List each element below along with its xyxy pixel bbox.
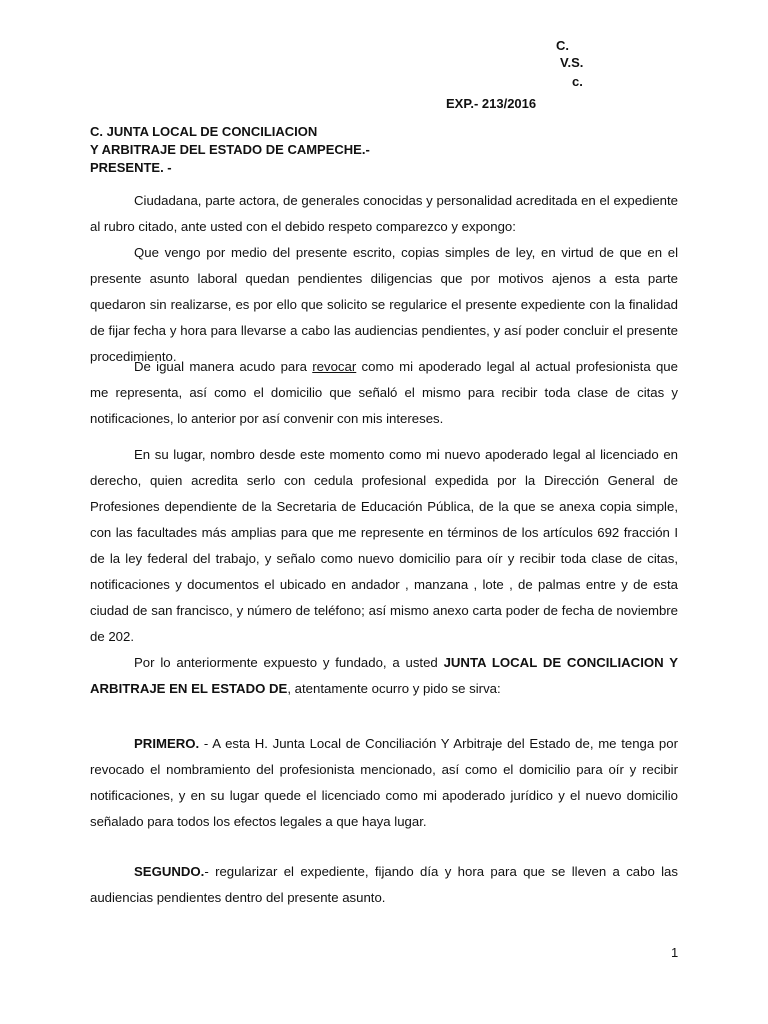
paragraph-new-attorney: En su lugar, nombro desde este momento como mi nuevo apoderado legal al licenciado en derecho, quien acredita serlo con cedula profesional expedida por la Dirección General de Profesiones dependiente de la Secretaria de Educación Pública, de la que se anexa copia simple, con las facultades más amplias para que me represente en términos de los artículos 692 fracción I de la ley federal del trabajo, y señalo como nuevo domicilio para oír y recibir toda clase de citas, notificaciones y documentos el ubicado en andador , manzana , lote , de palmas entre y de esta ciudad de san francisco, y número de teléfono; así mismo anexo carta poder de fecha de noviembre de 202. (90, 447, 678, 644)
header-c-lower: c. (572, 74, 583, 89)
primero-label: PRIMERO. (134, 736, 200, 751)
paragraph-request: Que vengo por medio del presente escrito, copias simples de ley, en virtud de que en el presente asunto laboral quedan pendientes diligencias que por motivos ajenos a esta parte quedaron sin realizarse, es por ello que solicito se regularice el presente expediente con la finalidad de fijar fecha y hora para llevarse a cabo las audiencias pendientes, y así poder concluir el presente procedimiento. (90, 245, 678, 364)
addressee-line-2: Y ARBITRAJE DEL ESTADO DE CAMPECHE.- (90, 142, 370, 157)
header-c: C. (556, 38, 569, 53)
page-number: 1 (671, 945, 679, 960)
paragraph-segundo: SEGUNDO.- regularizar el expediente, fijando día y hora para que se lleven a cabo las audiencias pendientes dentro del presente asunto. (90, 864, 678, 905)
revocar-underlined: revocar (312, 359, 357, 374)
junta-name-bold: JUNTA LOCAL DE CONCILIACION Y ARBITRAJE EN EL ESTADO DE (90, 655, 678, 696)
paragraph-revocation: De igual manera acudo para revocar como mi apoderado legal al actual profesionista que me representa, así como el domicilio que señaló el mismo para recibir toda clase de citas y notificaciones, lo anterior por así convenir con mis intereses. (90, 359, 678, 426)
paragraph-intro: Ciudadana, parte actora, de generales conocidas y personalidad acreditada en el expediente al rubro citado, ante usted con el debido respeto comparezco y expongo: (90, 193, 678, 234)
segundo-label: SEGUNDO. (134, 864, 205, 879)
addressee-line-1: C. JUNTA LOCAL DE CONCILIACION (90, 124, 318, 139)
expediente-number: EXP.- 213/2016 (446, 96, 537, 111)
paragraph-petition: Por lo anteriormente expuesto y fundado, a usted JUNTA LOCAL DE CONCILIACION Y ARBITRAJE EN EL ESTADO DE, atentamente ocurro y pido se sirva: (90, 655, 678, 696)
header-vs: V.S. (560, 55, 584, 70)
paragraph-primero: PRIMERO. - A esta H. Junta Local de Conciliación Y Arbitraje del Estado de, me tenga por revocado el nombramiento del profesionista mencionado, así como el domicilio para oír y recibir notificaciones, y en su lugar quede el licenciado como mi apoderado jurídico y el nuevo domicilio señalado para todos los efectos legales a que haya lugar. (90, 736, 678, 829)
addressee-line-3: PRESENTE. - (90, 160, 172, 175)
